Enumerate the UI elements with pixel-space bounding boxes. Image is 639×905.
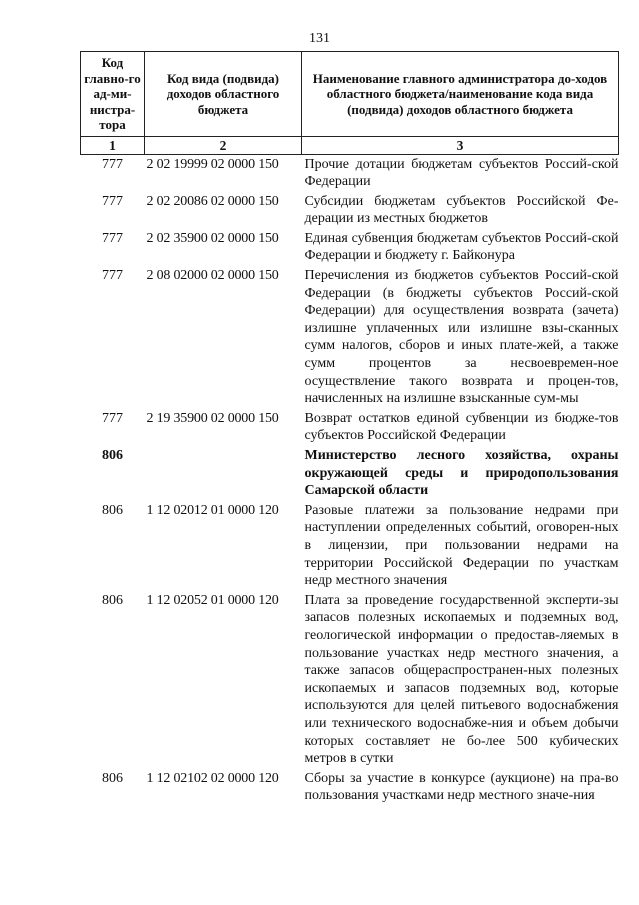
table-row: [81, 769, 619, 806]
table-row: [81, 229, 619, 266]
admin-code-cell: 806: [102, 448, 123, 463]
column-number-2: 2: [145, 136, 302, 154]
column-number-1: 1: [81, 136, 145, 154]
revenue-name-cell: Министерство лесного хозяйства, охраны окружающей среды и природопользования Самарской области: [304, 448, 619, 499]
admin-code-cell: 777: [102, 230, 123, 246]
table-row: [81, 409, 619, 446]
table-row: [81, 154, 619, 192]
admin-code-cell: 806: [102, 592, 123, 608]
revenue-name-cell: Сборы за участие в конкурсе (аукционе) на пра-во пользования участками недр местного значе-ния: [304, 770, 619, 804]
table-row: [81, 446, 619, 501]
revenue-name-cell: Разовые платежи за пользование недрами при наступлении определенных событий, оговорен-ных в лицензии, при пользовании недрами на территории Российской Федерации по участкам недр местного значения: [304, 502, 619, 589]
admin-code-cell: 806: [102, 770, 123, 786]
revenue-name-cell: Возврат остатков единой субвенции из бюдже-тов субъектов Российской Федерации: [304, 410, 619, 444]
admin-code-cell: 777: [102, 156, 123, 172]
revenue-name-cell: Плата за проведение государственной эксперти-зы запасов полезных ископаемых и подземных вод, геологической информации о предостав-ляемых в пользование участках недр местного значения, а также запасов общераспространен-ных полезных ископаемых и запасов подземных вод, которые используются для целей питьевого водоснабжения или технического водоснабже-ния и объем добычи которых составляет не бо-лее 500 кубических метров в сутки: [304, 592, 619, 767]
revenue-code-cell: 2 08 02000 02 0000 150: [146, 268, 279, 284]
table-row: [81, 266, 619, 409]
revenue-code-cell: 2 19 35900 02 0000 150: [146, 410, 279, 426]
admin-code-cell: 777: [102, 268, 123, 284]
header-admin-code: Код главно-го ад-ми-нистра-тора: [81, 52, 145, 137]
admin-code-cell: 777: [102, 410, 123, 426]
page-number: 131: [309, 31, 330, 46]
table-row: [81, 192, 619, 229]
table-row: [81, 501, 619, 591]
revenue-code-cell: 2 02 19999 02 0000 150: [146, 156, 279, 172]
revenue-code-cell: [145, 446, 302, 501]
revenue-codes-table: [80, 51, 619, 806]
revenue-name-cell: Перечисления из бюджетов субъектов Россий-ской Федерации (в бюджеты субъектов Россий-ской Федерации) для осуществления возврата (зачета) излишне уплаченных или излишне взы-сканных сумм налогов, сборов и иных плате-жей, а также сумм процентов за несвоевремен-ное осуществление такого возврата и процен-тов, начисленных на излишне взысканные сум-мы: [304, 268, 619, 407]
table-header-row: [81, 52, 619, 137]
header-revenue-code: Код вида (подвида) доходов областного бюджета: [145, 52, 302, 137]
revenue-code-cell: 2 02 35900 02 0000 150: [146, 230, 279, 246]
revenue-code-cell: 1 12 02012 01 0000 120: [146, 502, 279, 518]
column-number-3: 3: [302, 136, 619, 154]
header-name: Наименование главного администратора до-ходов областного бюджета/наименование кода вида (подвида) доходов областного бюджета: [302, 52, 619, 137]
table-body: [81, 154, 619, 806]
admin-code-cell: 806: [102, 502, 123, 518]
revenue-code-cell: 2 02 20086 02 0000 150: [146, 193, 279, 209]
column-number-row: [81, 136, 619, 154]
table-row: [81, 591, 619, 769]
revenue-code-cell: 1 12 02052 01 0000 120: [146, 592, 279, 608]
revenue-name-cell: Прочие дотации бюджетам субъектов Россий-ской Федерации: [304, 156, 619, 190]
revenue-name-cell: Субсидии бюджетам субъектов Российской Фе-дерации из местных бюджетов: [304, 193, 619, 227]
admin-code-cell: 777: [102, 193, 123, 209]
revenue-name-cell: Единая субвенция бюджетам субъектов Россий-ской Федерации и бюджету г. Байконура: [304, 230, 619, 264]
revenue-code-cell: 1 12 02102 02 0000 120: [146, 770, 279, 786]
